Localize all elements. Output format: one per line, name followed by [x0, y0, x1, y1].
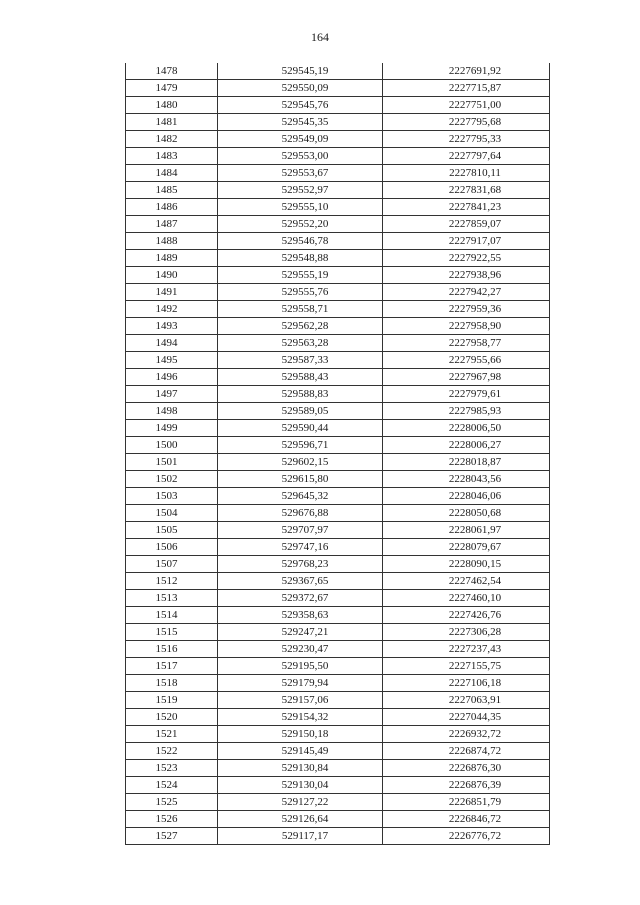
point-number-cell: 1522 [126, 743, 218, 760]
x-coordinate-cell: 529602,15 [218, 454, 383, 471]
y-coordinate-cell: 2227306,28 [383, 624, 550, 641]
point-number-cell: 1489 [126, 250, 218, 267]
y-coordinate-cell: 2227955,66 [383, 352, 550, 369]
point-number-cell: 1500 [126, 437, 218, 454]
point-number-cell: 1491 [126, 284, 218, 301]
y-coordinate-cell: 2227979,61 [383, 386, 550, 403]
y-coordinate-cell: 2227106,18 [383, 675, 550, 692]
x-coordinate-cell: 529372,67 [218, 590, 383, 607]
x-coordinate-cell: 529545,76 [218, 97, 383, 114]
x-coordinate-cell: 529553,67 [218, 165, 383, 182]
coordinates-table-body [126, 63, 550, 845]
x-coordinate-cell: 529645,32 [218, 488, 383, 505]
point-number-cell: 1487 [126, 216, 218, 233]
y-coordinate-cell: 2228006,27 [383, 437, 550, 454]
y-coordinate-cell: 2227938,96 [383, 267, 550, 284]
point-number-cell: 1527 [126, 828, 218, 845]
table-row [126, 641, 550, 658]
x-coordinate-cell: 529130,84 [218, 760, 383, 777]
x-coordinate-cell: 529558,71 [218, 301, 383, 318]
point-number-cell: 1479 [126, 80, 218, 97]
point-number-cell: 1486 [126, 199, 218, 216]
point-number-cell: 1525 [126, 794, 218, 811]
point-number-cell: 1481 [126, 114, 218, 131]
y-coordinate-cell: 2227063,91 [383, 692, 550, 709]
table-row [126, 403, 550, 420]
table-row [126, 369, 550, 386]
y-coordinate-cell: 2227795,68 [383, 114, 550, 131]
point-number-cell: 1517 [126, 658, 218, 675]
x-coordinate-cell: 529126,64 [218, 811, 383, 828]
point-number-cell: 1507 [126, 556, 218, 573]
table-row [126, 318, 550, 335]
table-row [126, 216, 550, 233]
y-coordinate-cell: 2228043,56 [383, 471, 550, 488]
point-number-cell: 1478 [126, 63, 218, 80]
point-number-cell: 1504 [126, 505, 218, 522]
x-coordinate-cell: 529230,47 [218, 641, 383, 658]
x-coordinate-cell: 529553,00 [218, 148, 383, 165]
y-coordinate-cell: 2228006,50 [383, 420, 550, 437]
y-coordinate-cell: 2226874,72 [383, 743, 550, 760]
x-coordinate-cell: 529117,17 [218, 828, 383, 845]
x-coordinate-cell: 529157,06 [218, 692, 383, 709]
x-coordinate-cell: 529549,09 [218, 131, 383, 148]
table-row [126, 250, 550, 267]
x-coordinate-cell: 529150,18 [218, 726, 383, 743]
point-number-cell: 1518 [126, 675, 218, 692]
y-coordinate-cell: 2227958,90 [383, 318, 550, 335]
table-row [126, 352, 550, 369]
x-coordinate-cell: 529545,19 [218, 63, 383, 80]
y-coordinate-cell: 2227958,77 [383, 335, 550, 352]
point-number-cell: 1496 [126, 369, 218, 386]
x-coordinate-cell: 529587,33 [218, 352, 383, 369]
table-row [126, 335, 550, 352]
point-number-cell: 1480 [126, 97, 218, 114]
point-number-cell: 1497 [126, 386, 218, 403]
point-number-cell: 1512 [126, 573, 218, 590]
point-number-cell: 1495 [126, 352, 218, 369]
point-number-cell: 1526 [126, 811, 218, 828]
x-coordinate-cell: 529195,50 [218, 658, 383, 675]
x-coordinate-cell: 529768,23 [218, 556, 383, 573]
x-coordinate-cell: 529550,09 [218, 80, 383, 97]
y-coordinate-cell: 2226876,39 [383, 777, 550, 794]
x-coordinate-cell: 529563,28 [218, 335, 383, 352]
page-number: 164 [311, 30, 329, 44]
point-number-cell: 1492 [126, 301, 218, 318]
table-row [126, 420, 550, 437]
x-coordinate-cell: 529358,63 [218, 607, 383, 624]
x-coordinate-cell: 529546,78 [218, 233, 383, 250]
point-number-cell: 1521 [126, 726, 218, 743]
y-coordinate-cell: 2227795,33 [383, 131, 550, 148]
y-coordinate-cell: 2226846,72 [383, 811, 550, 828]
y-coordinate-cell: 2227751,00 [383, 97, 550, 114]
y-coordinate-cell: 2227859,07 [383, 216, 550, 233]
y-coordinate-cell: 2227841,23 [383, 199, 550, 216]
y-coordinate-cell: 2226851,79 [383, 794, 550, 811]
y-coordinate-cell: 2227959,36 [383, 301, 550, 318]
point-number-cell: 1503 [126, 488, 218, 505]
point-number-cell: 1520 [126, 709, 218, 726]
table-row [126, 165, 550, 182]
table-row [126, 199, 550, 216]
table-row [126, 811, 550, 828]
table-row [126, 675, 550, 692]
y-coordinate-cell: 2227426,76 [383, 607, 550, 624]
x-coordinate-cell: 529747,16 [218, 539, 383, 556]
table-row [126, 284, 550, 301]
coordinates-table [125, 63, 550, 845]
x-coordinate-cell: 529555,76 [218, 284, 383, 301]
y-coordinate-cell: 2227917,07 [383, 233, 550, 250]
table-row [126, 114, 550, 131]
point-number-cell: 1485 [126, 182, 218, 199]
y-coordinate-cell: 2228090,15 [383, 556, 550, 573]
table-row [126, 386, 550, 403]
y-coordinate-cell: 2227922,55 [383, 250, 550, 267]
table-row [126, 471, 550, 488]
x-coordinate-cell: 529247,21 [218, 624, 383, 641]
x-coordinate-cell: 529707,97 [218, 522, 383, 539]
y-coordinate-cell: 2228050,68 [383, 505, 550, 522]
y-coordinate-cell: 2228046,06 [383, 488, 550, 505]
x-coordinate-cell: 529676,88 [218, 505, 383, 522]
table-row [126, 607, 550, 624]
point-number-cell: 1519 [126, 692, 218, 709]
point-number-cell: 1506 [126, 539, 218, 556]
y-coordinate-cell: 2227044,35 [383, 709, 550, 726]
y-coordinate-cell: 2227967,98 [383, 369, 550, 386]
y-coordinate-cell: 2227691,92 [383, 63, 550, 80]
y-coordinate-cell: 2227462,54 [383, 573, 550, 590]
point-number-cell: 1513 [126, 590, 218, 607]
y-coordinate-cell: 2227985,93 [383, 403, 550, 420]
point-number-cell: 1490 [126, 267, 218, 284]
point-number-cell: 1516 [126, 641, 218, 658]
table-row [126, 573, 550, 590]
table-row [126, 63, 550, 80]
point-number-cell: 1499 [126, 420, 218, 437]
table-row [126, 454, 550, 471]
y-coordinate-cell: 2227810,11 [383, 165, 550, 182]
point-number-cell: 1502 [126, 471, 218, 488]
y-coordinate-cell: 2227831,68 [383, 182, 550, 199]
point-number-cell: 1483 [126, 148, 218, 165]
table-row [126, 709, 550, 726]
table-row [126, 80, 550, 97]
table-row [126, 437, 550, 454]
table-row [126, 760, 550, 777]
x-coordinate-cell: 529590,44 [218, 420, 383, 437]
y-coordinate-cell: 2226932,72 [383, 726, 550, 743]
y-coordinate-cell: 2227460,10 [383, 590, 550, 607]
y-coordinate-cell: 2227237,43 [383, 641, 550, 658]
point-number-cell: 1524 [126, 777, 218, 794]
x-coordinate-cell: 529367,65 [218, 573, 383, 590]
table-row [126, 658, 550, 675]
y-coordinate-cell: 2227797,64 [383, 148, 550, 165]
point-number-cell: 1514 [126, 607, 218, 624]
x-coordinate-cell: 529588,43 [218, 369, 383, 386]
x-coordinate-cell: 529562,28 [218, 318, 383, 335]
y-coordinate-cell: 2228079,67 [383, 539, 550, 556]
table-row [126, 590, 550, 607]
point-number-cell: 1505 [126, 522, 218, 539]
x-coordinate-cell: 529615,80 [218, 471, 383, 488]
x-coordinate-cell: 529179,94 [218, 675, 383, 692]
point-number-cell: 1494 [126, 335, 218, 352]
table-row [126, 624, 550, 641]
x-coordinate-cell: 529596,71 [218, 437, 383, 454]
x-coordinate-cell: 529555,10 [218, 199, 383, 216]
y-coordinate-cell: 2228061,97 [383, 522, 550, 539]
table-row [126, 692, 550, 709]
table-row [126, 777, 550, 794]
table-row [126, 743, 550, 760]
table-row [126, 726, 550, 743]
x-coordinate-cell: 529154,32 [218, 709, 383, 726]
y-coordinate-cell: 2227942,27 [383, 284, 550, 301]
x-coordinate-cell: 529130,04 [218, 777, 383, 794]
x-coordinate-cell: 529127,22 [218, 794, 383, 811]
x-coordinate-cell: 529588,83 [218, 386, 383, 403]
y-coordinate-cell: 2226876,30 [383, 760, 550, 777]
point-number-cell: 1493 [126, 318, 218, 335]
table-row [126, 505, 550, 522]
table-row [126, 131, 550, 148]
table-row [126, 556, 550, 573]
table-row [126, 522, 550, 539]
point-number-cell: 1515 [126, 624, 218, 641]
x-coordinate-cell: 529145,49 [218, 743, 383, 760]
y-coordinate-cell: 2227155,75 [383, 658, 550, 675]
x-coordinate-cell: 529552,97 [218, 182, 383, 199]
point-number-cell: 1484 [126, 165, 218, 182]
x-coordinate-cell: 529555,19 [218, 267, 383, 284]
x-coordinate-cell: 529548,88 [218, 250, 383, 267]
table-row [126, 301, 550, 318]
y-coordinate-cell: 2227715,87 [383, 80, 550, 97]
table-row [126, 97, 550, 114]
table-row [126, 267, 550, 284]
x-coordinate-cell: 529552,20 [218, 216, 383, 233]
y-coordinate-cell: 2228018,87 [383, 454, 550, 471]
table-row [126, 488, 550, 505]
table-row [126, 828, 550, 845]
table-row [126, 182, 550, 199]
point-number-cell: 1523 [126, 760, 218, 777]
x-coordinate-cell: 529589,05 [218, 403, 383, 420]
table-row [126, 794, 550, 811]
point-number-cell: 1482 [126, 131, 218, 148]
point-number-cell: 1498 [126, 403, 218, 420]
table-row [126, 233, 550, 250]
point-number-cell: 1501 [126, 454, 218, 471]
point-number-cell: 1488 [126, 233, 218, 250]
y-coordinate-cell: 2226776,72 [383, 828, 550, 845]
table-row [126, 539, 550, 556]
x-coordinate-cell: 529545,35 [218, 114, 383, 131]
table-row [126, 148, 550, 165]
